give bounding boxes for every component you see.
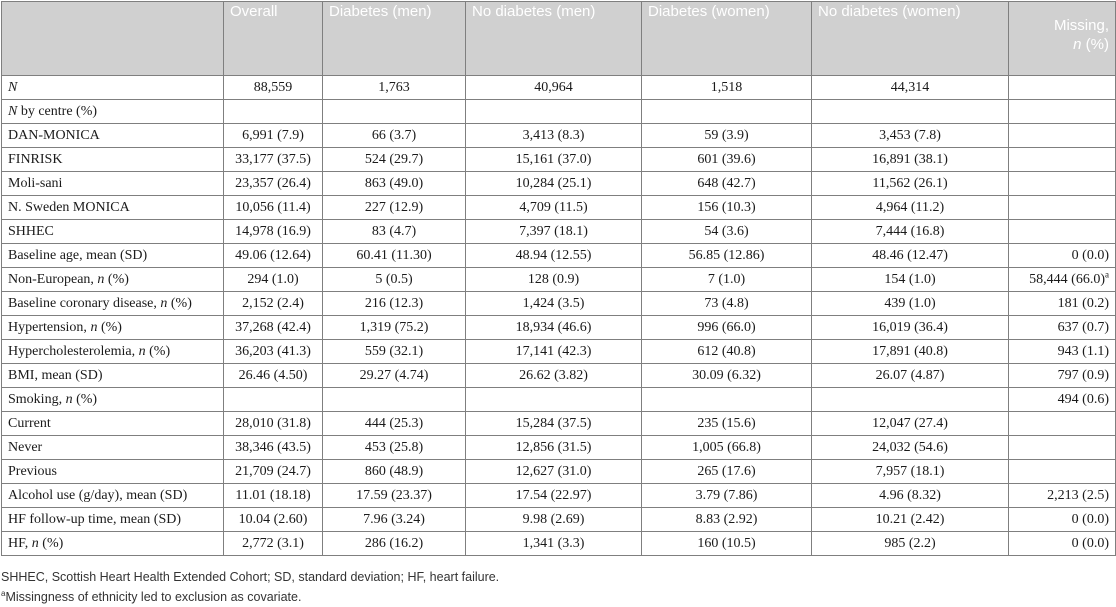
value-cell: 56.85 (12.86): [642, 244, 812, 268]
missing-cell: [1009, 412, 1116, 436]
value-cell: 17.54 (22.97): [466, 484, 642, 508]
value-cell: 1,763: [323, 76, 466, 100]
table-row: [2, 148, 1116, 172]
value-cell: 11,562 (26.1): [812, 172, 1009, 196]
value-cell: 128 (0.9): [466, 268, 642, 292]
missing-cell: [1009, 460, 1116, 484]
value-cell: 235 (15.6): [642, 412, 812, 436]
row-label: BMI, mean (SD): [2, 364, 224, 388]
table-row: [2, 100, 1116, 124]
value-cell: 1,005 (66.8): [642, 436, 812, 460]
row-label: HF, n (%): [2, 532, 224, 556]
value-cell: 3.79 (7.86): [642, 484, 812, 508]
header-cell: Diabetes (men): [323, 2, 466, 76]
header-cell: No diabetes (men): [466, 2, 642, 76]
value-cell: 60.41 (11.30): [323, 244, 466, 268]
row-label: Hypercholesterolemia, n (%): [2, 340, 224, 364]
table-row: [2, 340, 1116, 364]
value-cell: 6,991 (7.9): [224, 124, 323, 148]
value-cell: [323, 100, 466, 124]
baseline-characteristics-table: [1, 1, 1116, 556]
value-cell: 12,627 (31.0): [466, 460, 642, 484]
missing-cell: [1009, 124, 1116, 148]
value-cell: 83 (4.7): [323, 220, 466, 244]
missing-cell: 943 (1.1): [1009, 340, 1116, 364]
value-cell: 996 (66.0): [642, 316, 812, 340]
missing-cell: 637 (0.7): [1009, 316, 1116, 340]
row-label: Baseline coronary disease, n (%): [2, 292, 224, 316]
missing-cell: 494 (0.6): [1009, 388, 1116, 412]
missing-cell: [1009, 220, 1116, 244]
value-cell: [466, 388, 642, 412]
row-label: Alcohol use (g/day), mean (SD): [2, 484, 224, 508]
value-cell: 36,203 (41.3): [224, 340, 323, 364]
table-row: [2, 412, 1116, 436]
value-cell: [642, 388, 812, 412]
table-row: [2, 244, 1116, 268]
value-cell: 12,047 (27.4): [812, 412, 1009, 436]
row-label: HF follow-up time, mean (SD): [2, 508, 224, 532]
row-label: Moli-sani: [2, 172, 224, 196]
value-cell: 10.04 (2.60): [224, 508, 323, 532]
value-cell: 11.01 (18.18): [224, 484, 323, 508]
value-cell: 2,772 (3.1): [224, 532, 323, 556]
row-label: DAN-MONICA: [2, 124, 224, 148]
value-cell: 7,957 (18.1): [812, 460, 1009, 484]
value-cell: 14,978 (16.9): [224, 220, 323, 244]
row-label: N: [2, 76, 224, 100]
value-cell: 17.59 (23.37): [323, 484, 466, 508]
missing-cell: [1009, 76, 1116, 100]
value-cell: [323, 388, 466, 412]
value-cell: 294 (1.0): [224, 268, 323, 292]
value-cell: 18,934 (46.6): [466, 316, 642, 340]
value-cell: 8.83 (2.92): [642, 508, 812, 532]
value-cell: 7,397 (18.1): [466, 220, 642, 244]
value-cell: 4,709 (11.5): [466, 196, 642, 220]
value-cell: 612 (40.8): [642, 340, 812, 364]
value-cell: [466, 100, 642, 124]
value-cell: 29.27 (4.74): [323, 364, 466, 388]
table-row: [2, 388, 1116, 412]
value-cell: 37,268 (42.4): [224, 316, 323, 340]
table-row: [2, 364, 1116, 388]
value-cell: 5 (0.5): [323, 268, 466, 292]
value-cell: 40,964: [466, 76, 642, 100]
value-cell: 66 (3.7): [323, 124, 466, 148]
value-cell: 17,891 (40.8): [812, 340, 1009, 364]
value-cell: 4,964 (11.2): [812, 196, 1009, 220]
value-cell: 286 (16.2): [323, 532, 466, 556]
value-cell: 227 (12.9): [323, 196, 466, 220]
footnote-a: $^a$Missingness of ethnicity led to exclusion as covariate.: [1, 588, 302, 604]
missing-cell: [1009, 172, 1116, 196]
row-label: Non-European, n (%): [2, 268, 224, 292]
table-row: [2, 124, 1116, 148]
value-cell: 26.62 (3.82): [466, 364, 642, 388]
missing-cell: 0 (0.0): [1009, 508, 1116, 532]
header-cell: No diabetes (women): [812, 2, 1009, 76]
value-cell: 17,141 (42.3): [466, 340, 642, 364]
value-cell: 3,453 (7.8): [812, 124, 1009, 148]
row-label: Hypertension, n (%): [2, 316, 224, 340]
value-cell: 7,444 (16.8): [812, 220, 1009, 244]
value-cell: 154 (1.0): [812, 268, 1009, 292]
value-cell: 48.46 (12.47): [812, 244, 1009, 268]
row-label: Current: [2, 412, 224, 436]
value-cell: 24,032 (54.6): [812, 436, 1009, 460]
value-cell: 33,177 (37.5): [224, 148, 323, 172]
value-cell: 23,357 (26.4): [224, 172, 323, 196]
value-cell: 1,319 (75.2): [323, 316, 466, 340]
row-label: N by centre (%): [2, 100, 224, 124]
row-label: SHHEC: [2, 220, 224, 244]
row-label: Previous: [2, 460, 224, 484]
table-row: [2, 220, 1116, 244]
value-cell: 860 (48.9): [323, 460, 466, 484]
value-cell: 48.94 (12.55): [466, 244, 642, 268]
value-cell: 2,152 (2.4): [224, 292, 323, 316]
value-cell: 7.96 (3.24): [323, 508, 466, 532]
value-cell: [812, 388, 1009, 412]
missing-cell: [1009, 148, 1116, 172]
value-cell: [224, 388, 323, 412]
header-cell: Overall: [224, 2, 323, 76]
header-cell: [2, 2, 224, 76]
value-cell: 160 (10.5): [642, 532, 812, 556]
value-cell: 88,559: [224, 76, 323, 100]
missing-cell: 797 (0.9): [1009, 364, 1116, 388]
header-cell: Diabetes (women): [642, 2, 812, 76]
footnote-abbreviations: SHHEC, Scottish Heart Health Extended Cohort; SD, standard deviation; HF, heart failure.: [1, 570, 500, 584]
table-row: [2, 532, 1116, 556]
table-row: [2, 196, 1116, 220]
value-cell: 28,010 (31.8): [224, 412, 323, 436]
value-cell: 1,424 (3.5): [466, 292, 642, 316]
value-cell: 1,341 (3.3): [466, 532, 642, 556]
table-row: [2, 460, 1116, 484]
value-cell: 559 (32.1): [323, 340, 466, 364]
row-label: Never: [2, 436, 224, 460]
value-cell: 648 (42.7): [642, 172, 812, 196]
value-cell: [812, 100, 1009, 124]
missing-cell: [1009, 436, 1116, 460]
value-cell: 7 (1.0): [642, 268, 812, 292]
value-cell: 49.06 (12.64): [224, 244, 323, 268]
value-cell: 12,856 (31.5): [466, 436, 642, 460]
value-cell: 54 (3.6): [642, 220, 812, 244]
value-cell: 863 (49.0): [323, 172, 466, 196]
missing-cell: [1009, 100, 1116, 124]
value-cell: 10.21 (2.42): [812, 508, 1009, 532]
value-cell: 265 (17.6): [642, 460, 812, 484]
table-row: [2, 268, 1116, 292]
table-row: [2, 292, 1116, 316]
row-label: FINRISK: [2, 148, 224, 172]
value-cell: 44,314: [812, 76, 1009, 100]
value-cell: 216 (12.3): [323, 292, 466, 316]
missing-cell: 181 (0.2): [1009, 292, 1116, 316]
table-header-row: [2, 2, 1116, 76]
table-row: [2, 316, 1116, 340]
value-cell: 73 (4.8): [642, 292, 812, 316]
table-row: [2, 172, 1116, 196]
value-cell: 439 (1.0): [812, 292, 1009, 316]
value-cell: 985 (2.2): [812, 532, 1009, 556]
value-cell: 10,056 (11.4): [224, 196, 323, 220]
value-cell: [224, 100, 323, 124]
row-label: Smoking, n (%): [2, 388, 224, 412]
value-cell: 524 (29.7): [323, 148, 466, 172]
value-cell: [642, 100, 812, 124]
value-cell: 26.46 (4.50): [224, 364, 323, 388]
table-row: [2, 484, 1116, 508]
table-row: [2, 436, 1116, 460]
value-cell: 26.07 (4.87): [812, 364, 1009, 388]
value-cell: 16,891 (38.1): [812, 148, 1009, 172]
value-cell: 601 (39.6): [642, 148, 812, 172]
value-cell: 4.96 (8.32): [812, 484, 1009, 508]
value-cell: 15,284 (37.5): [466, 412, 642, 436]
row-label: Baseline age, mean (SD): [2, 244, 224, 268]
missing-cell: 58,444 $(66.0)^a$: [1009, 268, 1116, 292]
table-row: [2, 508, 1116, 532]
missing-cell: 2,213 (2.5): [1009, 484, 1116, 508]
value-cell: 30.09 (6.32): [642, 364, 812, 388]
value-cell: 3,413 (8.3): [466, 124, 642, 148]
value-cell: 453 (25.8): [323, 436, 466, 460]
value-cell: 15,161 (37.0): [466, 148, 642, 172]
missing-cell: 0 (0.0): [1009, 532, 1116, 556]
value-cell: 21,709 (24.7): [224, 460, 323, 484]
value-cell: 444 (25.3): [323, 412, 466, 436]
value-cell: 1,518: [642, 76, 812, 100]
row-label: N. Sweden MONICA: [2, 196, 224, 220]
missing-cell: 0 (0.0): [1009, 244, 1116, 268]
table-body: [2, 76, 1116, 556]
value-cell: 59 (3.9): [642, 124, 812, 148]
value-cell: 38,346 (43.5): [224, 436, 323, 460]
header-cell-missing: Missing, n (%): [1009, 2, 1116, 76]
value-cell: 156 (10.3): [642, 196, 812, 220]
missing-cell: [1009, 196, 1116, 220]
table-row: [2, 76, 1116, 100]
value-cell: 9.98 (2.69): [466, 508, 642, 532]
value-cell: 10,284 (25.1): [466, 172, 642, 196]
value-cell: 16,019 (36.4): [812, 316, 1009, 340]
